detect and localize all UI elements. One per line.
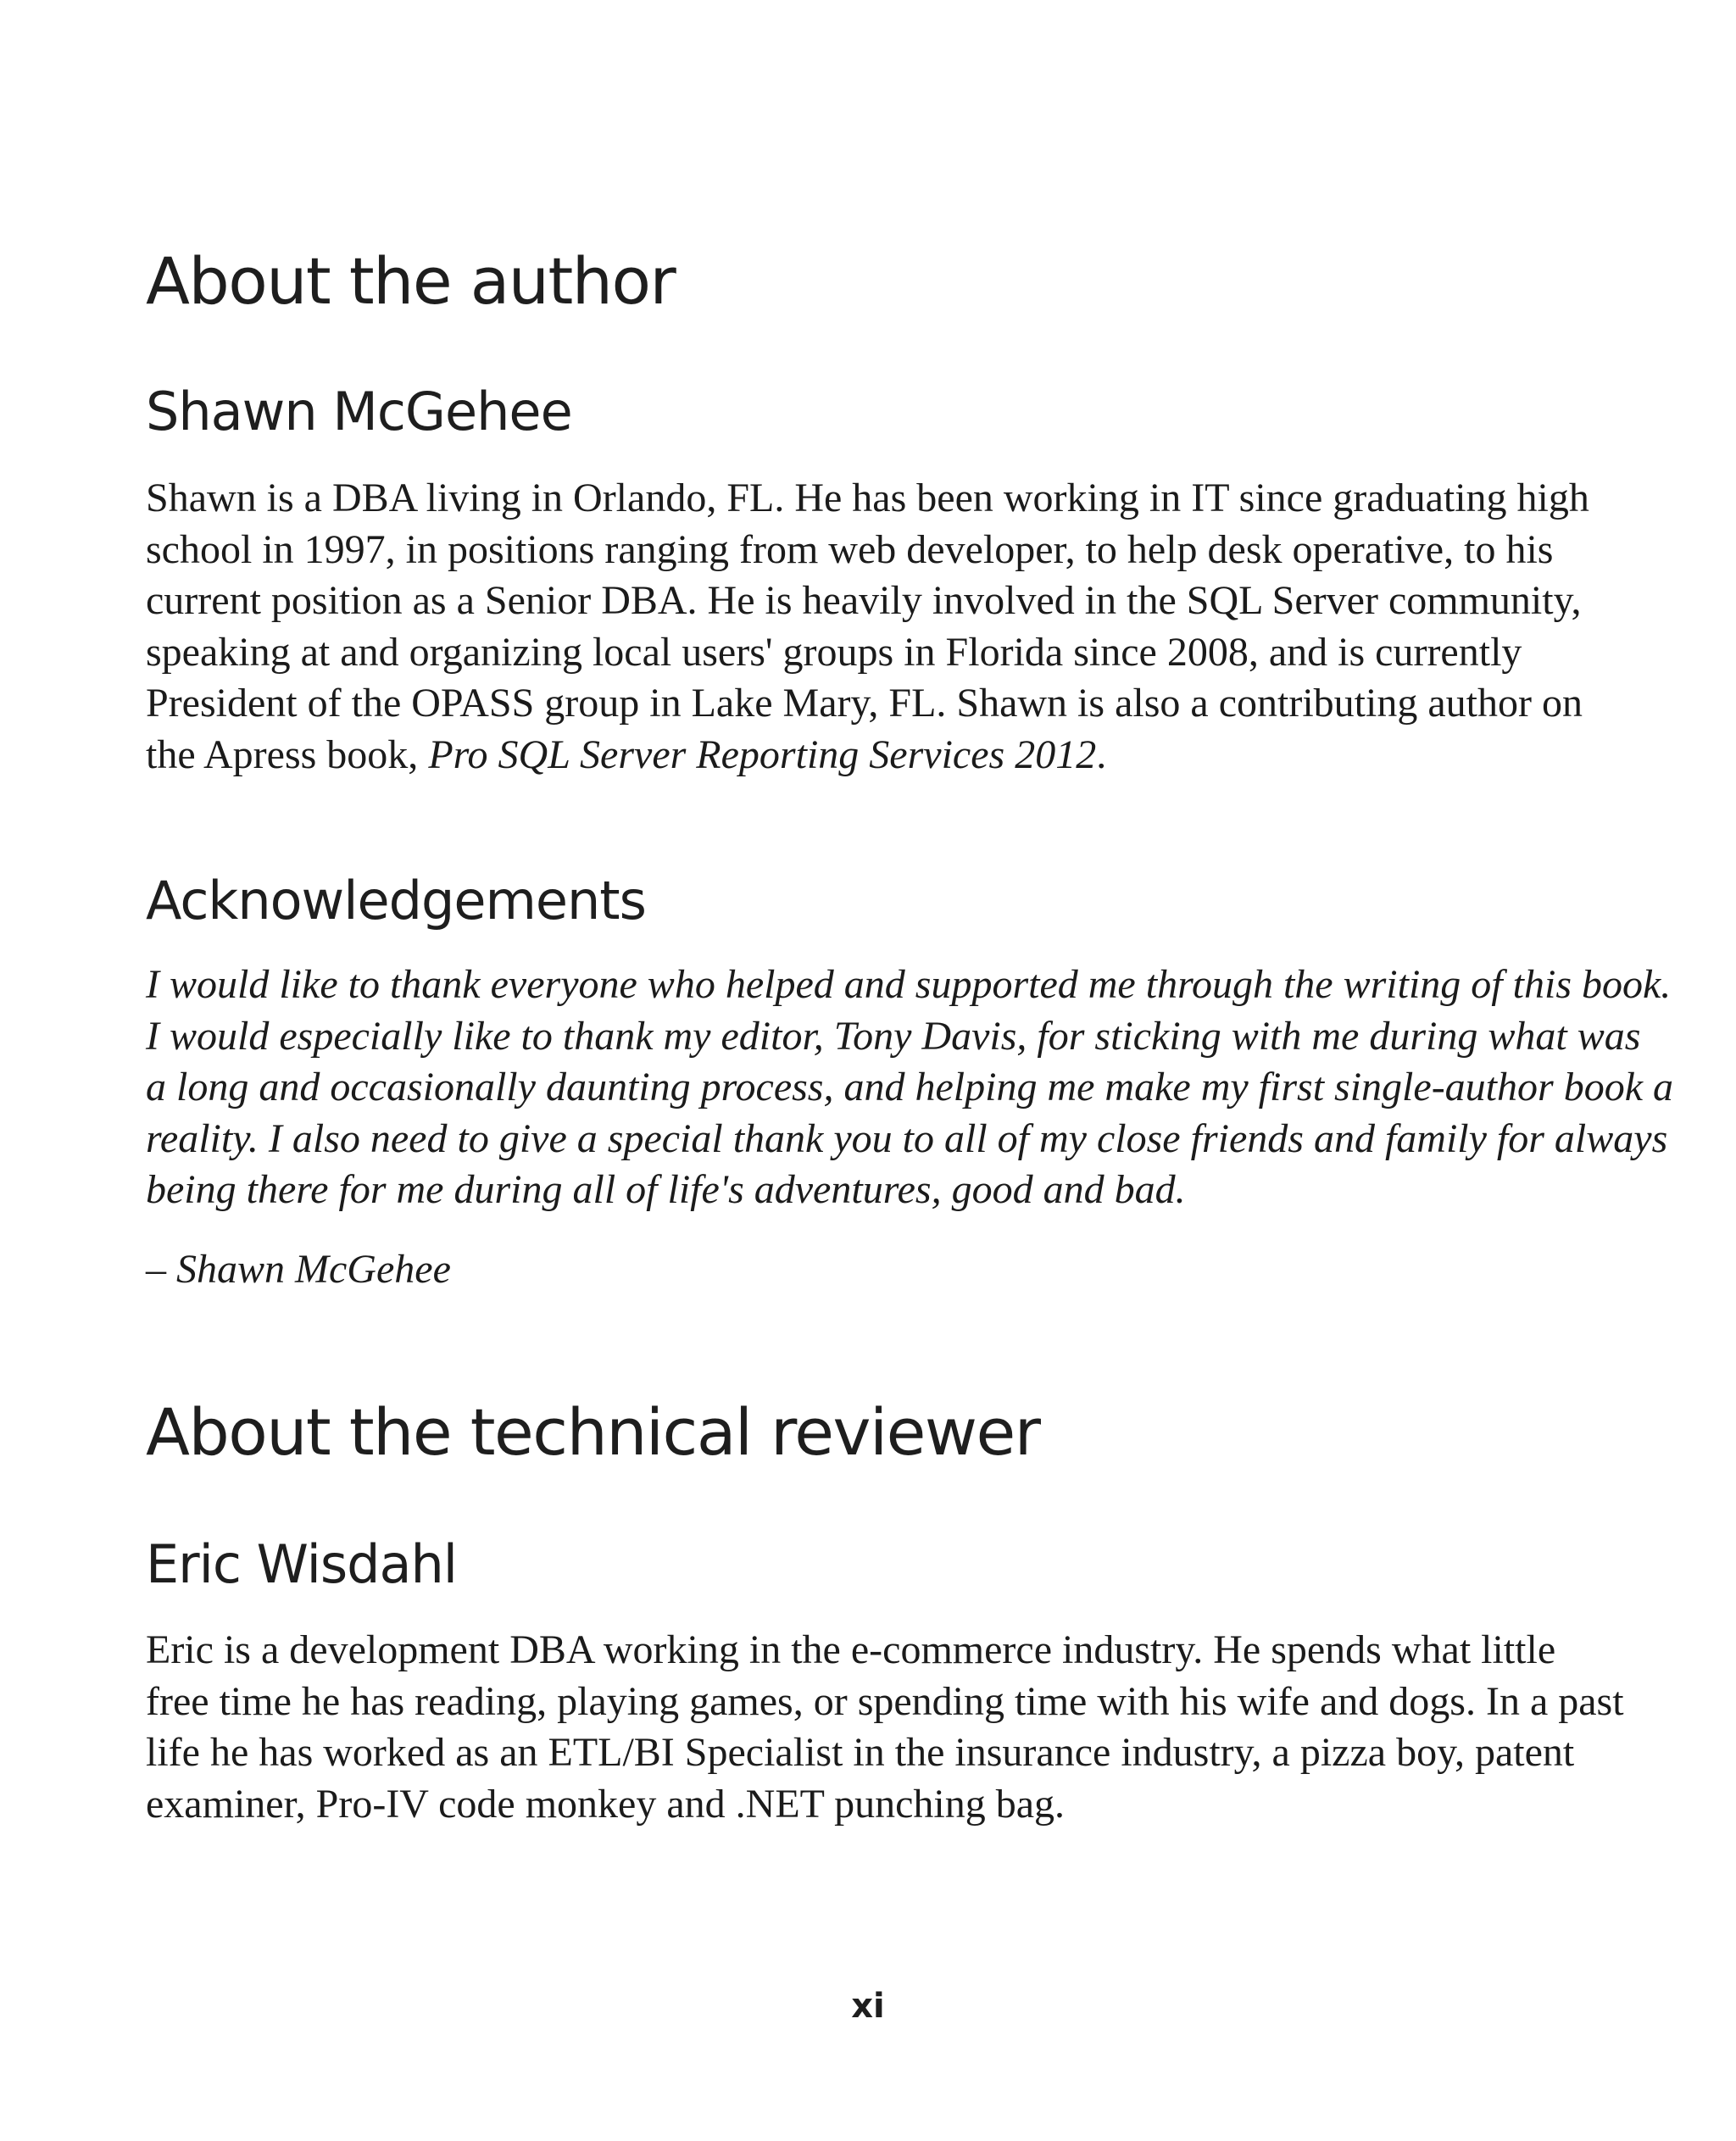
about-author-heading: About the author bbox=[146, 243, 676, 319]
author-bio-last-suffix: . bbox=[1096, 731, 1107, 777]
author-bio-last-prefix: the Apress book, bbox=[146, 731, 429, 777]
page-number: xi bbox=[851, 1987, 885, 2026]
author-bio-line: Shawn is a DBA living in Orlando, FL. He has been working in IT since graduating high bbox=[146, 475, 1589, 520]
acknowledgements-line: I would especially like to thank my editor, Tony Davis, for sticking with me during what was bbox=[146, 1013, 1641, 1059]
author-bio-line: speaking at and organizing local users' groups in Florida since 2008, and is currently bbox=[146, 629, 1522, 675]
reviewer-bio-line: examiner, Pro-IV code monkey and .NET punching bag. bbox=[146, 1781, 1066, 1827]
reviewer-bio-line: Eric is a development DBA working in the e-commerce industry. He spends what little bbox=[146, 1627, 1556, 1672]
acknowledgements-line: a long and occasionally daunting process, and helping me make my first single-author book a bbox=[146, 1065, 1673, 1110]
book-title: Pro SQL Server Reporting Services 2012 bbox=[428, 731, 1097, 777]
acknowledgements-line: I would like to thank everyone who helped and supported me through the writing of this book. bbox=[146, 962, 1672, 1007]
acknowledgements-line: being there for me during all of life's adventures, good and bad. bbox=[146, 1167, 1186, 1213]
author-bio-line: school in 1997, in positions ranging from web developer, to help desk operative, to his bbox=[146, 526, 1554, 572]
reviewer-bio-line: free time he has reading, playing games, or spending time with his wife and dogs. In a past bbox=[146, 1678, 1624, 1724]
author-bio-line: President of the OPASS group in Lake Mary, FL. Shawn is also a contributing author on bbox=[146, 681, 1583, 726]
reviewer-bio-paragraph bbox=[146, 1625, 1624, 1830]
author-name-heading: Shawn McGehee bbox=[146, 381, 572, 442]
acknowledgements-heading: Acknowledgements bbox=[146, 870, 646, 931]
reviewer-bio-line: life he has worked as an ETL/BI Specialist in the insurance industry, a pizza boy, patent bbox=[146, 1730, 1575, 1776]
reviewer-name-heading: Eric Wisdahl bbox=[146, 1533, 458, 1595]
acknowledgements-line: reality. I also need to give a special thank you to all of my close friends and family for always bbox=[146, 1115, 1668, 1161]
about-reviewer-heading: About the technical reviewer bbox=[146, 1394, 1040, 1470]
author-bio-paragraph bbox=[146, 473, 1589, 781]
acknowledgements-signature: – Shawn McGehee bbox=[146, 1247, 451, 1292]
author-bio-line: current position as a Senior DBA. He is heavily involved in the SQL Server community, bbox=[146, 578, 1582, 624]
author-bio-last-line bbox=[146, 730, 1589, 781]
acknowledgements-paragraph bbox=[146, 959, 1673, 1216]
